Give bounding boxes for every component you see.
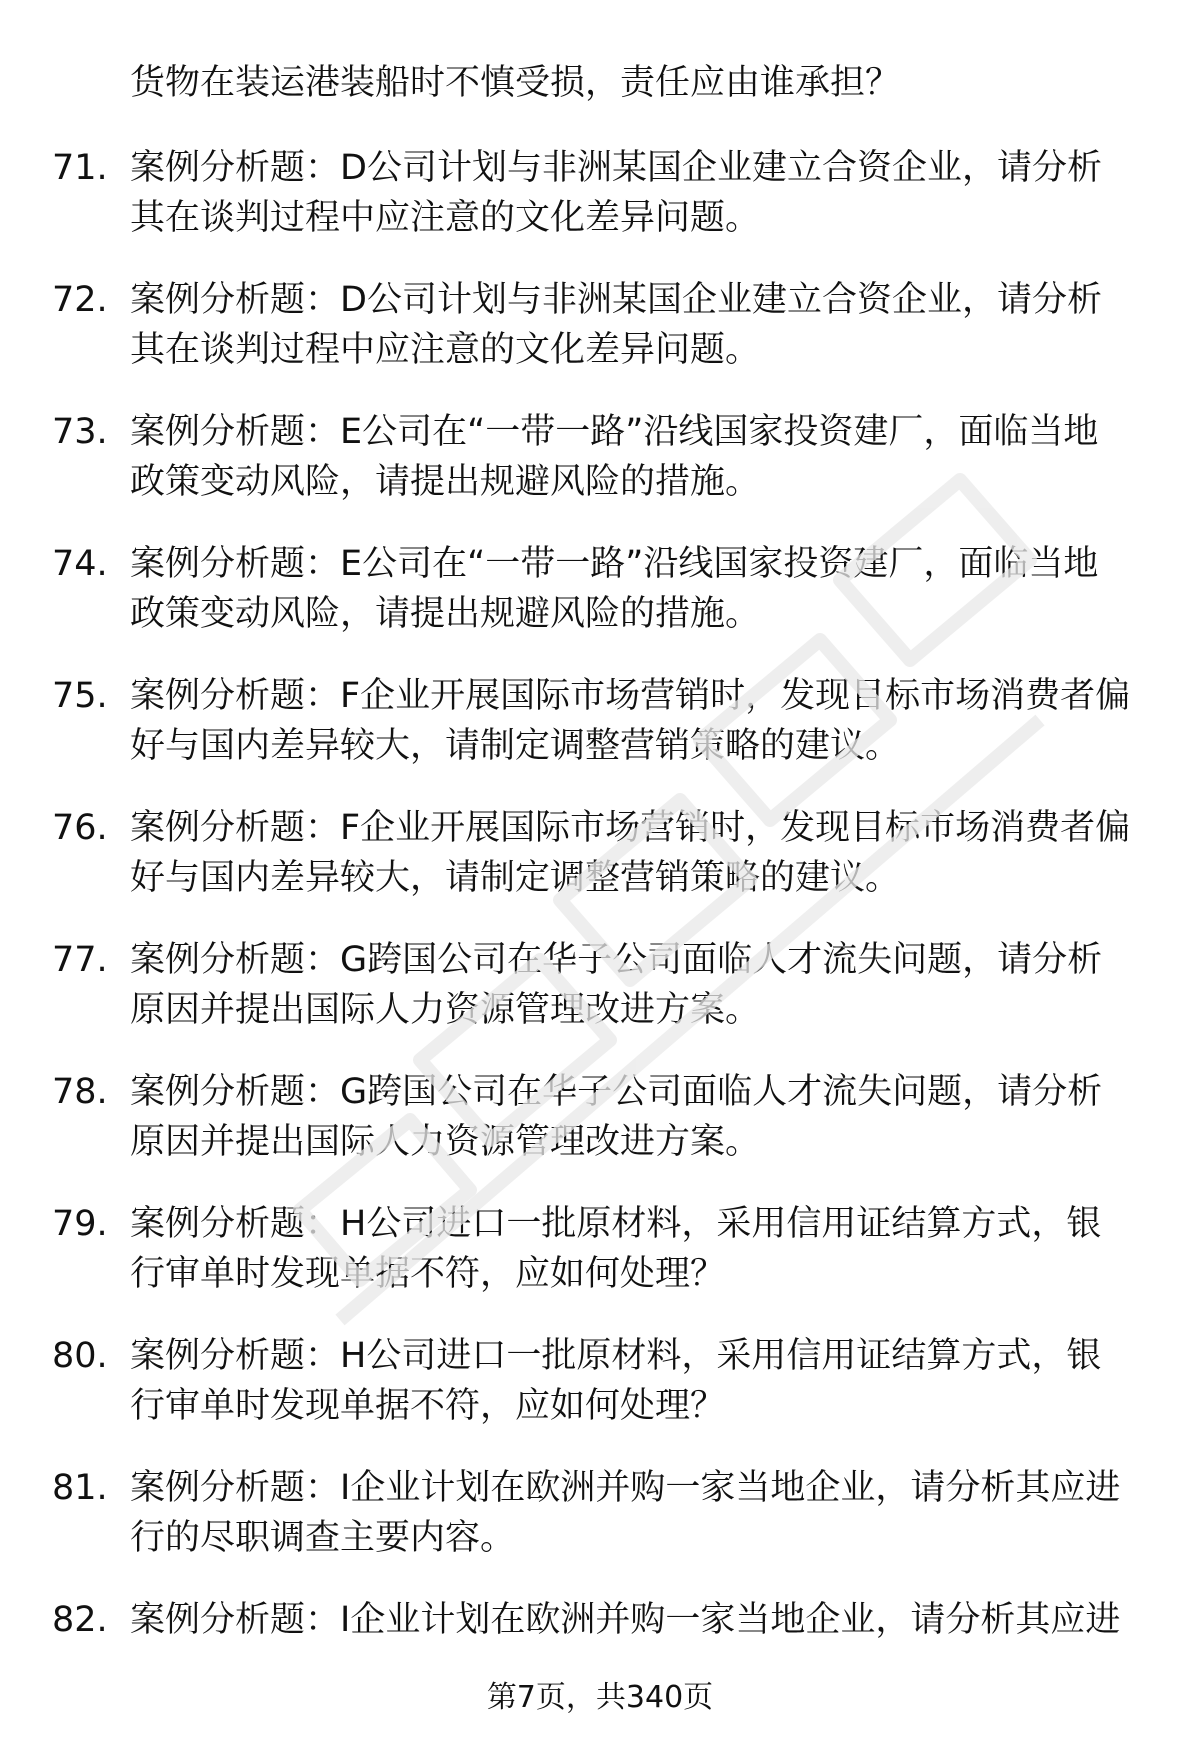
question-line: 案例分析题：G跨国公司在华子公司面临人才流失问题，请分析 [130,940,1103,980]
question-line: 案例分析题：F企业开展国际市场营销时，发现目标市场消费者偏 [130,808,1131,848]
question-number: 78. [52,1072,108,1112]
question-line: 案例分析题：H公司进口一批原材料，采用信用证结算方式，银 [130,1204,1102,1244]
question-item [0,407,1200,539]
question-text [130,1331,1170,1431]
question-line: 行的尽职调查主要内容。 [130,1518,516,1558]
question-line: 原因并提出国际人力资源管理改进方案。 [130,1122,761,1162]
question-text [130,935,1170,1035]
question-item [0,1331,1200,1463]
question-line: 其在谈判过程中应注意的文化差异问题。 [130,330,761,370]
page-number: 第7页，共340页 [486,1680,714,1715]
question-line: 案例分析题：I企业计划在欧洲并购一家当地企业，请分析其应进 [130,1468,1121,1508]
question-line: 行审单时发现单据不符，应如何处理？ [130,1386,726,1426]
question-number: 73. [52,412,108,452]
question-number: 71. [52,148,108,188]
question-text [130,539,1170,639]
question-number: 82. [52,1600,108,1640]
question-number: 79. [52,1204,108,1244]
question-line: 行审单时发现单据不符，应如何处理？ [130,1254,726,1294]
question-text [130,1067,1170,1167]
question-text [130,275,1170,375]
question-text [130,1595,1170,1645]
question-item [0,275,1200,407]
question-item [0,935,1200,1067]
question-line: 案例分析题：D公司计划与非洲某国企业建立合资企业，请分析 [130,148,1102,188]
question-text [130,803,1170,903]
question-number: 74. [52,544,108,584]
question-line: 好与国内差异较大，请制定调整营销策略的建议。 [130,726,901,766]
question-number: 72. [52,280,108,320]
question-number: 76. [52,808,108,848]
question-line: 案例分析题：F企业开展国际市场营销时，发现目标市场消费者偏 [130,676,1131,716]
question-line: 案例分析题：G跨国公司在华子公司面临人才流失问题，请分析 [130,1072,1103,1112]
question-line: 原因并提出国际人力资源管理改进方案。 [130,990,761,1030]
question-item [0,143,1200,275]
question-line: 案例分析题：H公司进口一批原材料，采用信用证结算方式，银 [130,1336,1102,1376]
question-line: 好与国内差异较大，请制定调整营销策略的建议。 [130,858,901,898]
question-item [0,1199,1200,1331]
question-line: 案例分析题：I企业计划在欧洲并购一家当地企业，请分析其应进 [130,1600,1121,1640]
question-line: 案例分析题：E公司在“一带一路”沿线国家投资建厂，面临当地 [130,544,1099,584]
question-line: 政策变动风险，请提出规避风险的措施。 [130,594,761,634]
continued-question-text: 货物在装运港装船时不慎受损，责任应由谁承担？ [130,63,901,103]
question-number: 77. [52,940,108,980]
question-item [0,539,1200,671]
question-number: 81. [52,1468,108,1508]
question-text [130,671,1170,771]
question-text [130,407,1170,507]
question-item [0,1463,1200,1595]
question-list [0,143,1200,1727]
question-item [0,671,1200,803]
question-item [0,1067,1200,1199]
question-text [130,1463,1170,1563]
question-line: 其在谈判过程中应注意的文化差异问题。 [130,198,761,238]
question-number: 80. [52,1336,108,1376]
question-text [130,1199,1170,1299]
question-number: 75. [52,676,108,716]
question-line: 政策变动风险，请提出规避风险的措施。 [130,462,761,502]
question-line: 案例分析题：E公司在“一带一路”沿线国家投资建厂，面临当地 [130,412,1099,452]
question-item [0,803,1200,935]
question-line: 案例分析题：D公司计划与非洲某国企业建立合资企业，请分析 [130,280,1102,320]
question-text [130,143,1170,243]
